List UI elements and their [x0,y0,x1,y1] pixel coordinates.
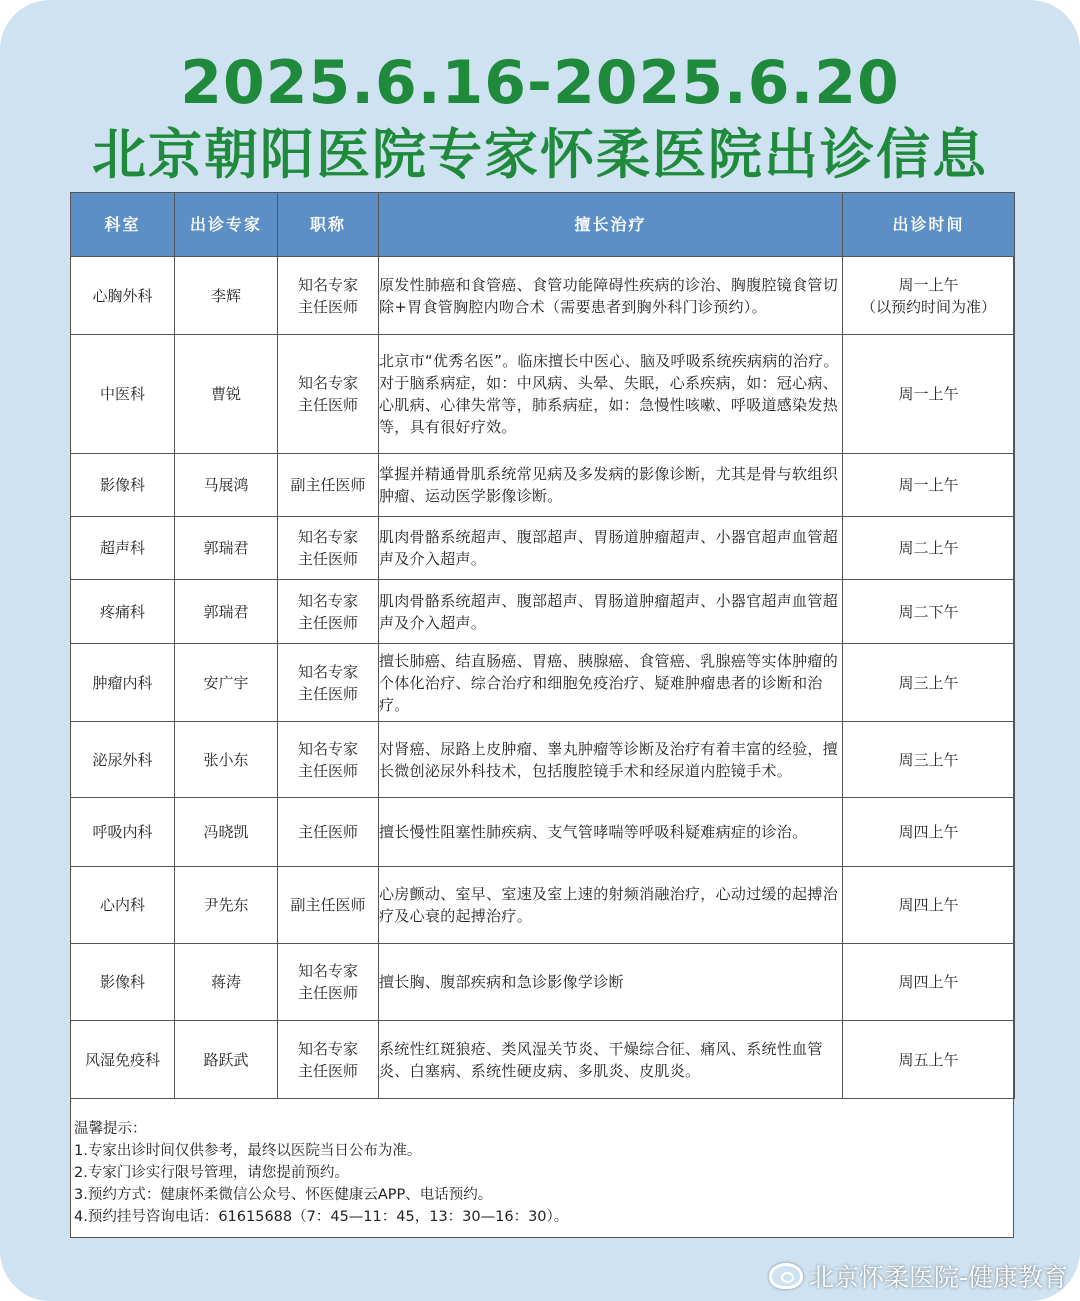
title-line: 主任医师 [297,550,358,568]
date-range-title: 2025.6.16-2025.6.20 [180,48,900,118]
expert-cell: 蒋涛 [175,944,278,1021]
header-time: 出诊时间 [843,193,1015,257]
time-line: 周四上午 [898,823,959,841]
title-line: 知名专家 [297,1039,358,1058]
table-row [71,517,1015,580]
time-line: 周一上午 [898,275,959,294]
dept-cell: 泌尿外科 [71,722,175,798]
expert-cell: 曹锐 [175,335,278,454]
time-line: 周二上午 [898,539,959,557]
specialty-cell: 擅长慢性阻塞性肺疾病、支气管哮喘等呼吸科疑难病症的诊治。 [379,798,843,867]
time-line: 周三上午 [898,750,959,769]
dept-cell: 心胸外科 [71,257,175,335]
tip-item: 2.专家门诊实行限号管理，请您提前预约。 [74,1165,349,1181]
title-cell [278,257,379,335]
schedule-table [70,192,1015,1099]
title-line: 主任医师 [297,297,358,316]
tip-item: 1.专家出诊时间仅供参考，最终以医院当日公布为准。 [74,1143,422,1159]
time-cell [843,867,1015,944]
specialty-cell: 擅长肺癌、结直肠癌、胃癌、胰腺癌、食管癌、乳腺癌等实体肿瘤的个体化治疗、综合治疗和细胞免疫治疗、疑难肿瘤患者的诊断和治疗。 [379,644,843,722]
title-line: 主任医师 [297,1061,358,1080]
expert-cell: 郭瑞君 [175,517,278,580]
table-row [71,722,1015,798]
table-row [71,644,1015,722]
expert-cell: 张小东 [175,722,278,798]
dept-cell: 影像科 [71,944,175,1021]
dept-cell: 心内科 [71,867,175,944]
time-cell [843,257,1015,335]
expert-cell: 路跃武 [175,1021,278,1099]
page-title: 北京朝阳医院专家怀柔医院出诊信息 [92,123,988,186]
header-dept: 科室 [71,193,175,257]
title-cell [278,944,379,1021]
specialty-cell: 掌握并精通骨肌系统常见病及多发病的影像诊断，尤其是骨与软组织肿瘤、运动医学影像诊断。 [379,454,843,517]
specialty-cell: 肌肉骨骼系统超声、腹部超声、胃肠道肿瘤超声、小器官超声血管超声及介入超声。 [379,580,843,644]
title-line: 知名专家 [297,528,358,546]
title-line: 主任医师 [297,984,358,1002]
title-line: 主任医师 [297,684,358,703]
header-specialty: 擅长治疗 [379,193,843,257]
time-line: 周五上午 [898,1050,959,1069]
tips-section [74,1118,1004,1228]
title-cell [278,454,379,517]
expert-cell: 安广宇 [175,644,278,722]
specialty-cell: 心房颤动、室早、室速及室上速的射频消融治疗，心动过缓的起搏治疗及心衰的起搏治疗。 [379,867,843,944]
expert-cell: 尹先东 [175,867,278,944]
title-line: 副主任医师 [290,896,366,914]
time-line: 周一上午 [898,385,959,403]
specialty-cell: 对肾癌、尿路上皮肿瘤、睾丸肿瘤等诊断及治疗有着丰富的经验，擅长微创泌尿外科技术，包括腹腔镜手术和经尿道内腔镜手术。 [379,722,843,798]
title-line: 知名专家 [297,962,358,980]
title-line: 知名专家 [297,374,358,392]
dept-cell: 影像科 [71,454,175,517]
dept-cell: 呼吸内科 [71,798,175,867]
expert-cell: 郭瑞君 [175,580,278,644]
tip-item: 3.预约方式：健康怀柔微信公众号、怀医健康云APP、电话预约。 [74,1187,493,1203]
time-cell [843,944,1015,1021]
table-row [71,580,1015,644]
table-header-row [71,193,1015,257]
time-cell [843,454,1015,517]
time-cell [843,644,1015,722]
table-row [71,335,1015,454]
expert-cell: 马展鸿 [175,454,278,517]
header-expert: 出诊专家 [175,193,278,257]
expert-cell: 李辉 [175,257,278,335]
title-line: 知名专家 [297,591,358,610]
time-cell [843,517,1015,580]
tip-item: 4.预约挂号咨询电话：61615688（7：45—11：45，13：30—16：30）。 [74,1209,569,1225]
time-line: 周四上午 [898,896,959,914]
title-cell [278,335,379,454]
title-line: 知名专家 [297,275,358,294]
title-cell [278,1021,379,1099]
title-line: 主任医师 [297,823,358,841]
header-title: 职称 [278,193,379,257]
time-note: （以预约时间为准） [860,297,996,316]
time-cell [843,335,1015,454]
tips-heading: 温馨提示： [74,1121,147,1137]
title-line: 主任医师 [297,761,358,780]
table-row [71,454,1015,517]
time-cell [843,722,1015,798]
specialty-cell: 北京市“优秀名医”。临床擅长中医心、脑及呼吸系统疾病病的治疗。对于脑系病症，如：中风病、头晕、失眠，心系疾病，如：冠心病、心肌病、心律失常等，肺系病症，如：急慢性咳嗽、呼吸道感染发热等，具有很好疗效。 [379,335,843,454]
specialty-cell: 肌肉骨骼系统超声、腹部超声、胃肠道肿瘤超声、小器官超声血管超声及介入超声。 [379,517,843,580]
time-cell [843,798,1015,867]
table-row [71,1021,1015,1099]
table-row [71,257,1015,335]
dept-cell: 疼痛科 [71,580,175,644]
title-cell [278,867,379,944]
specialty-cell: 系统性红斑狼疮、类风湿关节炎、干燥综合征、痛风、系统性血管炎、白塞病、系统性硬皮病、多肌炎、皮肌炎。 [379,1021,843,1099]
table-row [71,798,1015,867]
dept-cell: 肿瘤内科 [71,644,175,722]
time-line: 周三上午 [898,673,959,692]
title-cell [278,517,379,580]
dept-cell: 超声科 [71,517,175,580]
time-cell [843,580,1015,644]
time-line: 周二下午 [898,602,959,621]
watermark [769,1258,1068,1294]
dept-cell: 风湿免疫科 [71,1021,175,1099]
watermark-text: 北京怀柔医院-健康教育 [808,1263,1068,1292]
title-line: 主任医师 [297,613,358,632]
time-line: 周四上午 [898,973,959,991]
title-cell [278,722,379,798]
specialty-cell: 擅长胸、腹部疾病和急诊影像学诊断 [379,944,843,1021]
dept-cell: 中医科 [71,335,175,454]
title-cell [278,798,379,867]
table-row [71,944,1015,1021]
title-line: 知名专家 [297,739,358,758]
time-cell [843,1021,1015,1099]
title-line: 主任医师 [297,396,358,414]
table-row [71,867,1015,944]
title-cell [278,644,379,722]
expert-cell: 冯晓凯 [175,798,278,867]
weibo-icon [769,1263,803,1289]
title-line: 副主任医师 [290,476,366,494]
title-line: 知名专家 [297,662,358,681]
specialty-cell: 原发性肺癌和食管癌、食管功能障碍性疾病的诊治、胸腹腔镜食管切除+胃食管胸腔内吻合术（需要患者到胸外科门诊预约）。 [379,257,843,335]
time-line: 周一上午 [898,476,959,494]
title-cell [278,580,379,644]
